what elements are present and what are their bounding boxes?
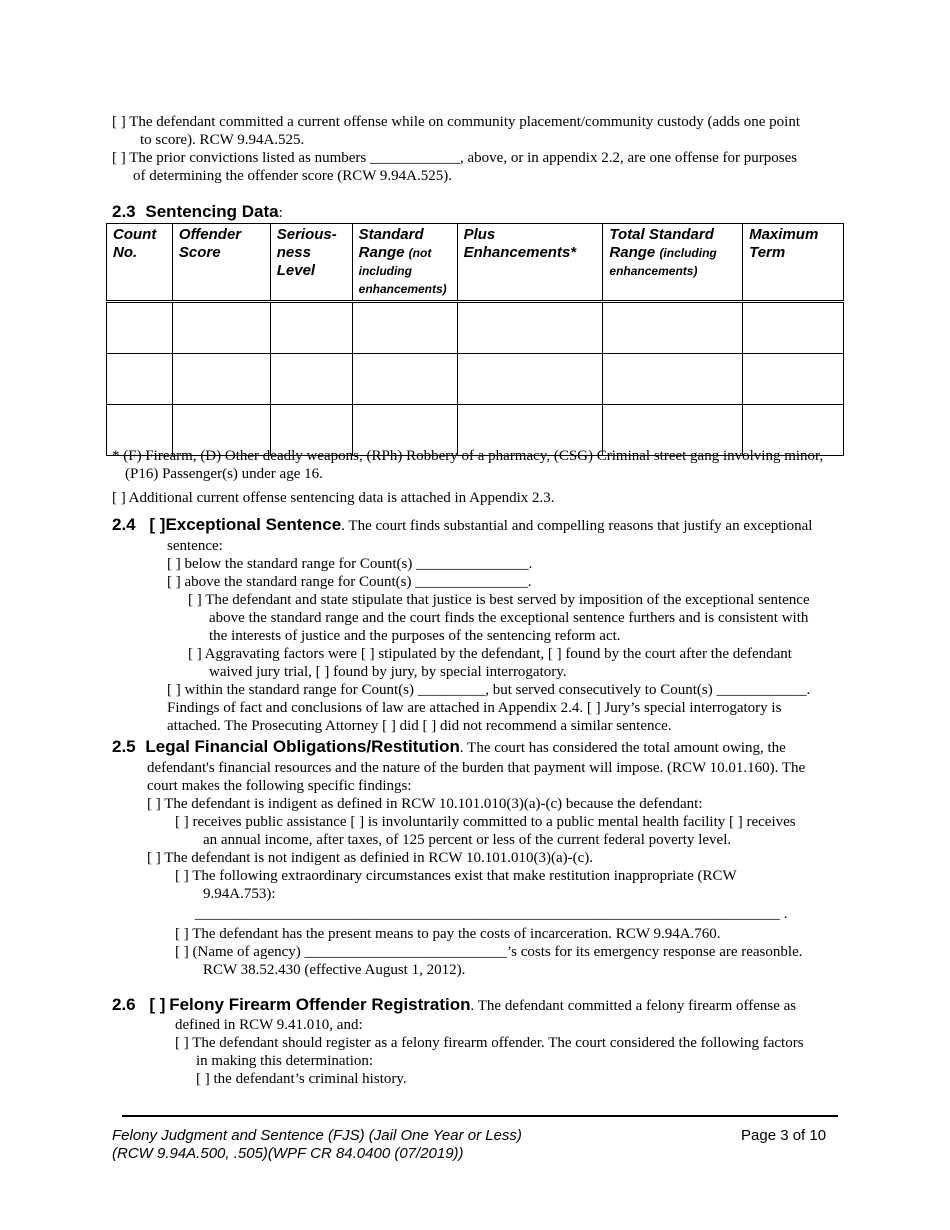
table-cell[interactable] — [107, 354, 173, 405]
sentencing-data-table — [106, 223, 844, 456]
within-range-item: [ ] within the standard range for Count(s) _________, but served consecutively to Count(s) ____________. — [167, 682, 811, 698]
footnote-line2: (P16) Passenger(s) under age 16. — [125, 466, 323, 482]
prior-convictions-line2: of determining the offender score (RCW 9.94A.525). — [133, 168, 452, 184]
section-intro-line2: sentence: — [167, 538, 223, 554]
community-custody-line1: [ ] The defendant committed a current offense while on community placement/community custody (adds one point — [112, 114, 801, 130]
header-standard-range: Standard Range (not including enhancements) — [352, 224, 457, 302]
above-range-item: [ ] above the standard range for Count(s) _______________. — [167, 574, 532, 590]
findings-line1: Findings of fact and conclusions of law are attached in Appendix 2.4. [ ] Jury’s special interrogatory is — [167, 700, 782, 716]
aggravating-line2: waived jury trial, [ ] found by jury, by special interrogatory. — [209, 664, 567, 680]
indigent-reasons-item — [147, 813, 857, 849]
footer-divider — [122, 1115, 838, 1117]
table-cell[interactable] — [603, 354, 743, 405]
community-custody-item — [112, 113, 852, 149]
stipulation-line1: [ ] The defendant and state stipulate that justice is best served by imposition of the exceptional sentence — [188, 592, 810, 608]
table-cell[interactable] — [270, 354, 352, 405]
register-item-line1: [ ] The defendant should register as a felony firearm offender. The court considered the following factors — [175, 1035, 804, 1051]
criminal-history-item: [ ] the defendant’s criminal history. — [196, 1071, 407, 1087]
footnote-line1: * (F) Firearm, (D) Other deadly weapons, (RPh) Robbery of a pharmacy, (CSG) Criminal street gang involving minor, — [112, 448, 824, 464]
section-2-4 — [112, 516, 852, 535]
section-intro-line1: . The court has considered the total amount owing, the — [459, 740, 786, 756]
section-2-4-body — [167, 537, 857, 735]
table-cell[interactable] — [603, 302, 743, 354]
section-title: Felony Firearm Offender Registration — [169, 995, 471, 1014]
table-row — [107, 302, 844, 354]
present-means-item: [ ] The defendant has the present means to pay the costs of incarceration. RCW 9.94A.760. — [175, 926, 721, 942]
extraordinary-line1: [ ] The following extraordinary circumstances exist that make restitution inappropriate (RCW — [175, 868, 737, 884]
footer-line1: Felony Judgment and Sentence (FJS) (Jail One Year or Less) — [112, 1127, 522, 1144]
indigent-reasons-line1: [ ] receives public assistance [ ] is involuntarily committed to a public mental health facility [ ] receives — [175, 814, 796, 830]
section-2-6-body — [175, 1016, 857, 1088]
table-cell[interactable] — [743, 302, 844, 354]
header-plus-enhancements: Plus Enhancements* — [457, 224, 603, 302]
footer-line2: (RCW 9.94A.500, .505)(WPF CR 84.0400 (07/2019)) — [112, 1145, 464, 1162]
section-number: 2.3 — [112, 202, 136, 221]
table-row — [107, 354, 844, 405]
header-offender-score: Offender Score — [172, 224, 270, 302]
section-2-6 — [112, 996, 852, 1015]
table-cell[interactable] — [107, 302, 173, 354]
heading-colon: : — [278, 205, 283, 221]
section-intro-line3: court makes the following specific findings: — [147, 778, 412, 794]
table-cell[interactable] — [270, 302, 352, 354]
header-total-standard-range: Total Standard Range (including enhancements) — [603, 224, 743, 302]
table-cell[interactable] — [352, 354, 457, 405]
prior-convictions-line1: [ ] The prior convictions listed as numbers ____________, above, or in appendix 2.2, are one offense for purposes — [112, 150, 798, 166]
findings-line2: attached. The Prosecuting Attorney [ ] did [ ] did not recommend a similar sentence. — [167, 718, 672, 734]
section-number: 2.4 — [112, 515, 136, 534]
section-intro-line2: defined in RCW 9.41.010, and: — [175, 1017, 363, 1033]
header-count-no: Count No. — [107, 224, 173, 302]
community-custody-line2: to score). RCW 9.94A.525. — [140, 132, 305, 148]
indigent-reasons-line2: an annual income, after taxes, of 125 percent or less of the current federal poverty level. — [203, 832, 732, 848]
table-cell[interactable] — [457, 354, 603, 405]
table-cell[interactable] — [352, 302, 457, 354]
register-item-line2: in making this determination: — [196, 1053, 374, 1069]
table-cell[interactable] — [172, 302, 270, 354]
section-number: 2.5 — [112, 737, 136, 756]
section-title: Sentencing Data — [145, 202, 279, 221]
header-maximum-term: Maximum Term — [743, 224, 844, 302]
agency-costs-item — [147, 943, 857, 979]
section-2-5-body — [147, 759, 857, 979]
firearm-registration-checkbox[interactable]: [ ] — [149, 995, 166, 1014]
prior-convictions-item — [112, 149, 852, 185]
extraordinary-blank-line[interactable]: ______________________________________________________________________________ . — [195, 906, 788, 922]
section-intro-line1: . The court finds substantial and compelling reasons that justify an exceptional — [341, 518, 813, 534]
below-range-item: [ ] below the standard range for Count(s) _______________. — [167, 556, 533, 572]
indigent-item: [ ] The defendant is indigent as defined in RCW 10.101.010(3)(a)-(c) because the defendant: — [147, 796, 703, 812]
section-number: 2.6 — [112, 995, 136, 1014]
aggravating-factors-item — [167, 645, 857, 681]
section-2-5 — [112, 738, 852, 757]
stipulation-line3: the interests of justice and the purposes of the sentencing reform act. — [209, 628, 621, 644]
section-2-3-heading — [112, 203, 283, 222]
stipulation-line2: above the standard range and the court finds the exceptional sentence furthers and is consistent with — [209, 610, 809, 626]
section-intro-line1: . The defendant committed a felony firearm offense as — [470, 998, 797, 1014]
table-cell[interactable] — [172, 354, 270, 405]
agency-costs-line2: RCW 38.52.430 (effective August 1, 2012). — [203, 962, 466, 978]
table-cell[interactable] — [743, 354, 844, 405]
appendix-2-3-item: [ ] Additional current offense sentencing data is attached in Appendix 2.3. — [112, 490, 555, 506]
extraordinary-line2: 9.94A.753): — [203, 886, 276, 902]
section-title: Exceptional Sentence — [165, 515, 342, 534]
header-seriousness-level: Serious-ness Level — [270, 224, 352, 302]
not-indigent-item: [ ] The defendant is not indigent as definied in RCW 10.101.010(3)(a)-(c). — [147, 850, 593, 866]
agency-costs-line1: [ ] (Name of agency) ___________________________’s costs for its emergency response are reasonble. — [175, 944, 803, 960]
table-header-row — [107, 224, 844, 302]
footer-title — [112, 1127, 522, 1163]
section-title: Legal Financial Obligations/Restitution — [145, 737, 460, 756]
page-number: Page 3 of 10 — [741, 1127, 827, 1144]
table-cell[interactable] — [457, 302, 603, 354]
section-intro-line2: defendant's financial resources and the nature of the burden that payment will impose. (RCW 10.01.160). The — [147, 760, 806, 776]
aggravating-line1: [ ] Aggravating factors were [ ] stipulated by the defendant, [ ] found by the court after the defendant — [188, 646, 792, 662]
stipulation-item — [167, 591, 857, 645]
enhancements-footnote — [112, 447, 852, 483]
exceptional-sentence-checkbox[interactable]: [ ] — [149, 515, 166, 534]
extraordinary-item — [147, 867, 857, 923]
